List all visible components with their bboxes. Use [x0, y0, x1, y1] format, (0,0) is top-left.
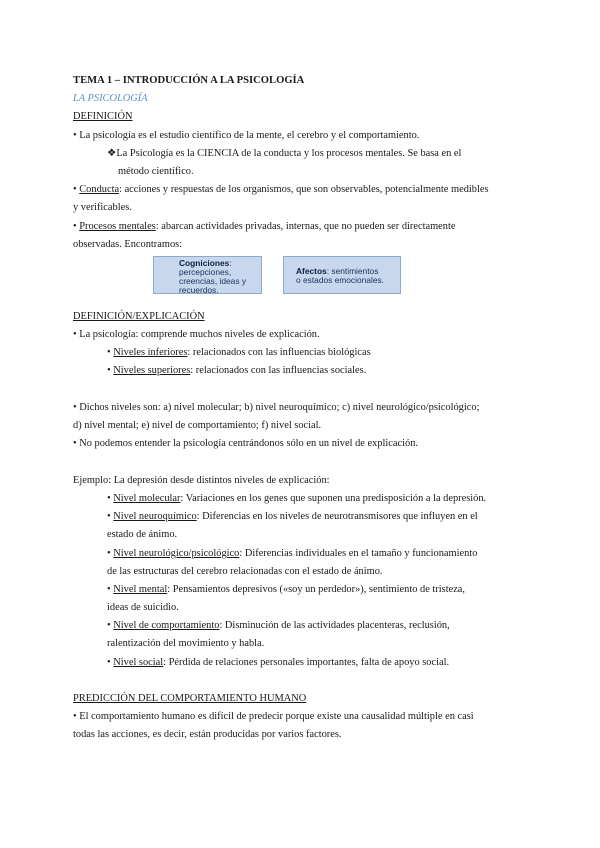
sub-bullet-ciencia-cont: método científico. — [118, 166, 194, 177]
bullet-nivel-mental: • Nivel mental: Pensamientos depresivos («soy un perdedor»), sentimiento de tristeza, — [107, 584, 466, 595]
bullet-nivel-neurologico: • Nivel neurológico/psicológico: Diferencias individuales en el tamaño y funcionamiento — [107, 548, 478, 559]
term-conducta: Conducta — [79, 184, 120, 195]
cogniciones-head: Cogniciones — [179, 258, 230, 268]
social-text: : Pérdida de relaciones personales importantes, falta de apoyo social. — [163, 657, 450, 668]
term-nivel-comportamiento: Nivel de comportamiento — [113, 620, 220, 631]
cogniciones-l1: percepciones, — [179, 267, 232, 277]
term-nivel-neuroquimico: Nivel neuroquímico — [113, 511, 197, 522]
paragraph-dichos-niveles-cont: d) nivel mental; e) nivel de comportamiento; f) nivel social. — [73, 420, 322, 431]
paragraph-prediccion: • El comportamiento humano es difícil de predecir porque existe una causalidad múltiple en casi — [73, 711, 474, 722]
procesos-text: : abarcan actividades privadas, internas, que no pueden ser directamente — [155, 221, 456, 232]
cogniciones-box: Cogniciones: percepciones, creencias, ideas y recuerdos. — [153, 256, 262, 294]
paragraph-ejemplo: Ejemplo: La depresión desde distintos niveles de explicación: — [73, 475, 330, 486]
comportamiento-text: : Disminución de las actividades placenteras, reclusión, — [219, 620, 450, 631]
bullet-niveles-superiores: • Niveles superiores: relacionados con las influencias sociales. — [107, 365, 367, 376]
heading-definicion: DEFINICIÓN — [73, 111, 133, 122]
bullet-procesos-cont: observadas. Encontramos: — [73, 239, 183, 250]
bullet-nivel-neuroquimico: • Nivel neuroquímico: Diferencias en los niveles de neurotransmisores que influyen en el — [107, 511, 478, 522]
bullet-nivel-comportamiento-cont: ralentización del movimiento y habla. — [107, 638, 265, 649]
neuroquimico-text: : Diferencias en los niveles de neurotransmisores que influyen en el — [196, 511, 478, 522]
mental-text: : Pensamientos depresivos («soy un perdedor»), sentimiento de tristeza, — [167, 584, 466, 595]
paragraph-niveles: • La psicología: comprende muchos niveles de explicación. — [73, 329, 320, 340]
cogniciones-l3: recuerdos. — [179, 285, 219, 295]
molecular-text: : Variaciones en los genes que suponen una predisposición a la depresión. — [180, 493, 487, 504]
bullet-procesos: • Procesos mentales: abarcan actividades privadas, internas, que no pueden ser directamente — [73, 221, 456, 232]
bullet-nivel-social: • Nivel social: Pérdida de relaciones personales importantes, falta de apoyo social. — [107, 657, 450, 668]
heading-prediccion: PREDICCIÓN DEL COMPORTAMIENTO HUMANO — [73, 693, 307, 704]
sub-bullet-ciencia: ❖La Psicología es la CIENCIA de la conducta y los procesos mentales. Se basa en el — [107, 148, 462, 159]
term-nivel-molecular: Nivel molecular — [113, 493, 181, 504]
afectos-box: Afectos: sentimientos o estados emocionales. — [283, 256, 401, 294]
bullet-nivel-molecular: • Nivel molecular: Variaciones en los genes que suponen una predisposición a la depresión. — [107, 493, 487, 504]
neurologico-text: : Diferencias individuales en el tamaño y funcionamiento — [239, 548, 478, 559]
conducta-text: : acciones y respuestas de los organismos, que son observables, potencialmente medibles — [119, 184, 489, 195]
paragraph-dichos-niveles: • Dichos niveles son: a) nivel molecular; b) nivel neuroquímico; c) nivel neurológico/psicológico; — [73, 402, 480, 413]
heading-definicion-explicacion: DEFINICIÓN/EXPLICACIÓN — [73, 311, 205, 322]
section-subtitle: LA PSICOLOGÍA — [73, 93, 148, 104]
bullet-niveles-inferiores: • Niveles inferiores: relacionados con las influencias biológicas — [107, 347, 371, 358]
term-procesos-mentales: Procesos mentales — [79, 221, 156, 232]
bullet-nivel-neuroquimico-cont: estado de ánimo. — [107, 529, 178, 540]
term-nivel-mental: Nivel mental — [113, 584, 168, 595]
term-nivel-neurologico: Nivel neurológico/psicológico — [113, 548, 240, 559]
bullet-nivel-neurologico-cont: de las estructuras del cerebro relacionadas con el estado de ánimo. — [107, 566, 383, 577]
term-nivel-social: Nivel social — [113, 657, 164, 668]
paragraph-prediccion-cont: todas las acciones, es decir, están producidas por varios factores. — [73, 729, 342, 740]
afectos-head: Afectos — [296, 266, 327, 276]
term-niveles-superiores: Niveles superiores — [113, 365, 191, 376]
bullet-nivel-mental-cont: ideas de suicidio. — [107, 602, 179, 613]
afectos-l2: o estados emocionales. — [296, 275, 384, 285]
document-title: TEMA 1 – INTRODUCCIÓN A LA PSICOLOGÍA — [73, 75, 305, 86]
paragraph-no-podemos: • No podemos entender la psicología centrándonos sólo en un nivel de explicación. — [73, 438, 418, 449]
bullet-conducta-cont: y verificables. — [73, 202, 132, 213]
bullet-conducta: • Conducta: acciones y respuestas de los organismos, que son observables, potencialmente medibles — [73, 184, 489, 195]
inferiores-text: : relacionados con las influencias biológicas — [187, 347, 371, 358]
bullet-nivel-comportamiento: • Nivel de comportamiento: Disminución de las actividades placenteras, reclusión, — [107, 620, 450, 631]
cogniciones-l2: creencias, ideas y — [179, 276, 247, 286]
superiores-text: : relacionados con las influencias sociales. — [190, 365, 367, 376]
afectos-l1: sentimientos — [331, 266, 379, 276]
term-niveles-inferiores: Niveles inferiores — [113, 347, 188, 358]
paragraph-definition: • La psicología es el estudio científico de la mente, el cerebro y el comportamiento. — [73, 130, 420, 141]
